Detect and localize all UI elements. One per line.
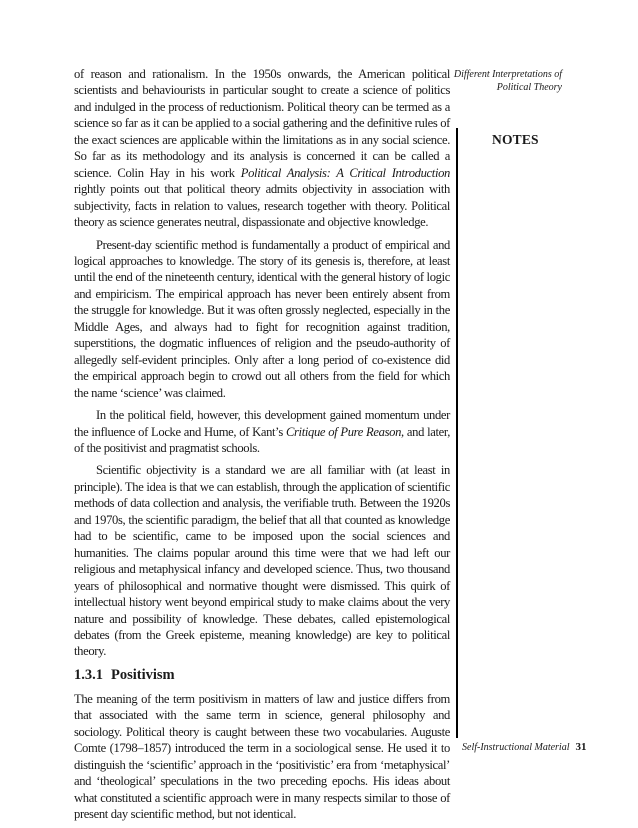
running-header — [442, 68, 562, 94]
paragraph-3 — [74, 407, 450, 456]
page-footer — [462, 741, 587, 753]
paragraph-5: The meaning of the term positivism in matters of law and justice differs from that associated with the same term in science, general philosophy and sociology. Political theory is caught between these two vocabularies. Auguste Comte (1798–1857) introduced the term in a sociological sense. He used it to distinguish the ‘scientific’ approach in the ‘positivistic’ era from ‘metaphysical’ and ‘theological’ speculations in the two preceding epochs. His ideas about what constituted a scientific approach were in many respects similar to those of present day scientific method, but not identical. — [74, 691, 450, 822]
section-number: 1.3.1 — [74, 666, 103, 683]
paragraph-1-text-b: rightly points out that political theory admits objectivity in association with subjectivity, facts in relation to values, research together with theory. Political theory as science generates neutral, dispassionate and objective knowledge. — [74, 182, 450, 230]
section-heading — [74, 666, 450, 684]
footer-material-label: Self-Instructional Material — [462, 742, 570, 753]
paragraph-2: Present-day scientific method is fundamentally a product of empirical and logical approaches to knowledge. The story of its genesis is, therefore, at least until the end of the nineteenth century, identical with the general history of logic and empiricism. The empirical approach has never been entirely absent from the struggle for knowledge. But it was often grossly neglected, especially in the Middle Ages, and always had to fight for recognition against tradition, superstitions, the dogmatic influences of religion and the pseudo-authority of allegedly self-evident principles. Only after a long period of co-existence did the empirical approach begin to crowd out all others from the field for which the name ‘science’ was claimed. — [74, 237, 450, 400]
book-title-political-analysis: Political Analysis: A Critical Introduction — [240, 165, 450, 180]
paragraph-3-text-a: In the political field, however, this development gained momentum under the influence of Locke and Hume, of Kant’s — [74, 408, 450, 439]
section-title: Positivism — [111, 666, 175, 683]
main-text-column — [74, 66, 450, 828]
paragraph-4: Scientific objectivity is a standard we are all familiar with (at least in principle). The idea is that we can establish, through the application of scientific methods of data collection and analysis, the verifiable truth. Between the 1920s and 1970s, the scientific paradigm, the belief that all that counted as knowledge had to be scientific, came to be imposed upon the social sciences and humanities. The claims popular around this time were that we had left our religious and metaphysical infancy and developed science. Thus, two thousand years of philosophical and normative thought were dismissed. This quirk of intellectual history went beyond empirical study to make claims about the very nature and possibility of knowledge. These debates, called epistemological debates (from the Greek episteme, meaning knowledge) are key to political theory. — [74, 463, 450, 659]
running-header-line-2: Political Theory — [496, 82, 562, 93]
running-header-line-1: Different Interpretations of — [453, 69, 562, 80]
notes-label: NOTES — [492, 132, 539, 147]
page-number: 31 — [575, 741, 587, 753]
paragraph-3-text-b: and later, of the positivist and pragmatist schools. — [74, 424, 450, 455]
paragraph-1 — [74, 66, 450, 231]
margin-rule — [456, 128, 458, 738]
paragraph-1-text-a: of reason and rationalism. In the 1950s onwards, the American political scientists and behaviourists in particular sought to create a science of politics and indulged in the process of reductionism. Political theory can be termed as a science so far as it can be applied to a social gathering and the definitive rules of the exact sciences are applicable within the limitations as in any social science. So far as its methodology and its analysis is concerned it can be called a science. Colin Hay in his work — [74, 67, 450, 180]
book-title-critique: Critique of Pure Reason, — [285, 424, 404, 439]
